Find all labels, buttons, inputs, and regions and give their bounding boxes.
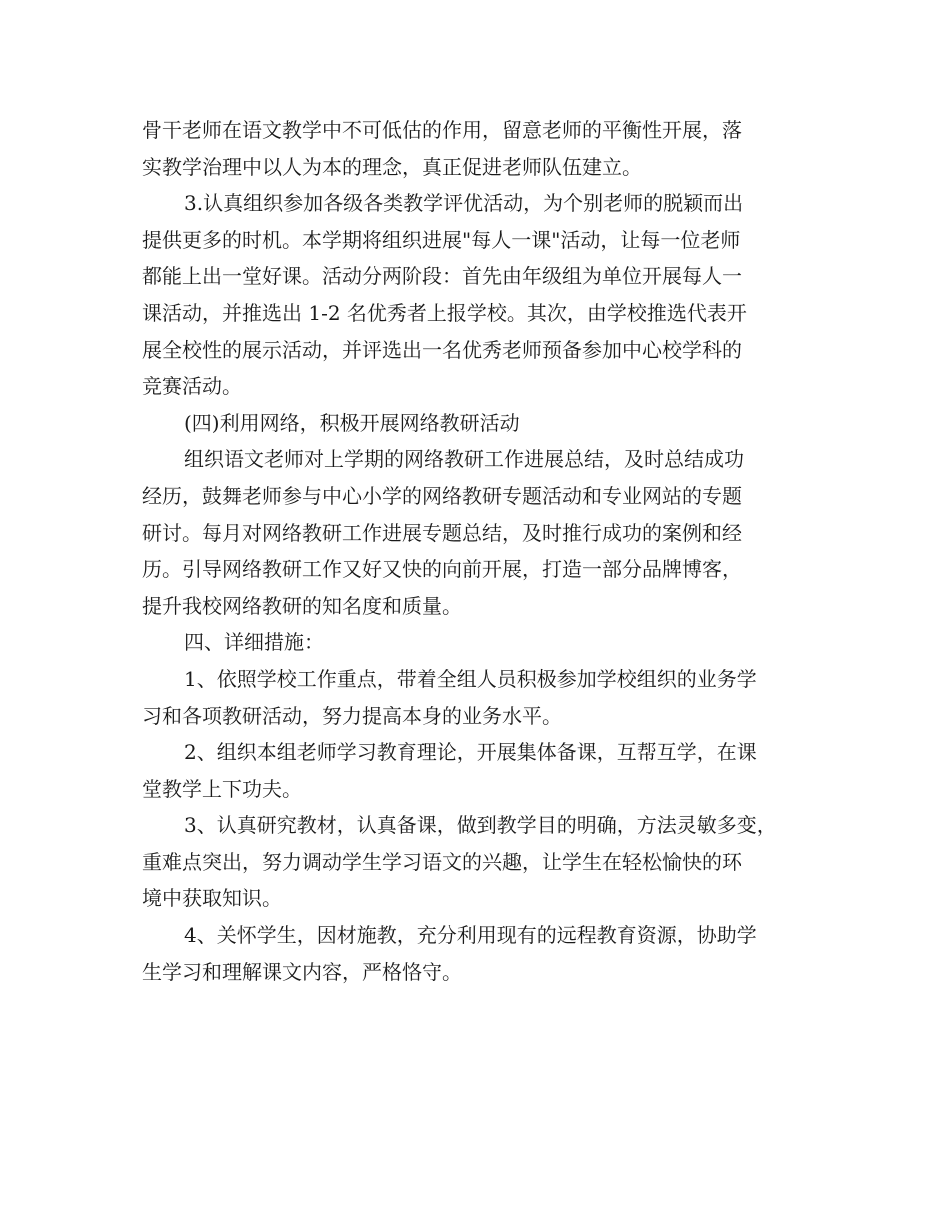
text-line: 3、认真研究教材，认真备课，做到教学目的明确，方法灵敏多变， [184, 813, 777, 838]
text-line: 重难点突出，努力调动学生学习语文的兴趣，让学生在轻松愉快的环 [142, 849, 742, 874]
document-body [142, 112, 817, 990]
text-line: 都能上出一堂好课。活动分两阶段：首先由年级组为单位开展每人一 [142, 264, 742, 289]
text-line: 展全校性的展示活动，并评选出一名优秀老师预备参加中心校学科的 [142, 337, 742, 362]
text-line: 3.认真组织参加各级各类教学评优活动，为个别老师的脱颖而出 [184, 191, 744, 216]
text-line: 课活动，并推选出 1-2 名优秀者上报学校。其次，由学校推选代表开 [142, 300, 747, 325]
text-line: 堂教学上下功夫。 [142, 776, 302, 801]
text-line: 1、依照学校工作重点，带着全组人员积极参加学校组织的业务学 [184, 666, 757, 691]
text-line: 境中获取知识。 [142, 886, 282, 911]
text-line: 四、详细措施： [184, 630, 324, 655]
text-line: 提供更多的时机。本学期将组织进展"每人一课"活动，让每一位老师 [142, 227, 741, 252]
text-line: 提升我校网络教研的知名度和质量。 [142, 593, 462, 618]
text-line: (四)利用网络，积极开展网络教研活动 [184, 410, 520, 435]
text-line: 历。引导网络教研工作又好又快的向前开展，打造一部分品牌博客， [142, 557, 742, 582]
text-line: 研讨。每月对网络教研工作进展专题总结，及时推行成功的案例和经 [142, 520, 742, 545]
text-line: 生学习和理解课文内容，严格恪守。 [142, 959, 462, 984]
text-line: 组织语文老师对上学期的网络教研工作进展总结，及时总结成功 [184, 447, 744, 472]
text-line: 竞赛活动。 [142, 374, 242, 399]
text-line: 经历，鼓舞老师参与中心小学的网络教研专题活动和专业网站的专题 [142, 483, 742, 508]
text-line: 骨干老师在语文教学中不可低估的作用，留意老师的平衡性开展，落 [142, 118, 742, 142]
text-line: 实教学治理中以人为本的理念，真正促进老师队伍建立。 [142, 154, 642, 179]
text-line: 2、组织本组老师学习教育理论，开展集体备课，互帮互学，在课 [184, 740, 757, 765]
text-line: 习和各项教研活动，努力提高本身的业务水平。 [142, 703, 562, 728]
text-line: 4、关怀学生，因材施教，充分利用现有的远程教育资源，协助学 [184, 923, 757, 948]
